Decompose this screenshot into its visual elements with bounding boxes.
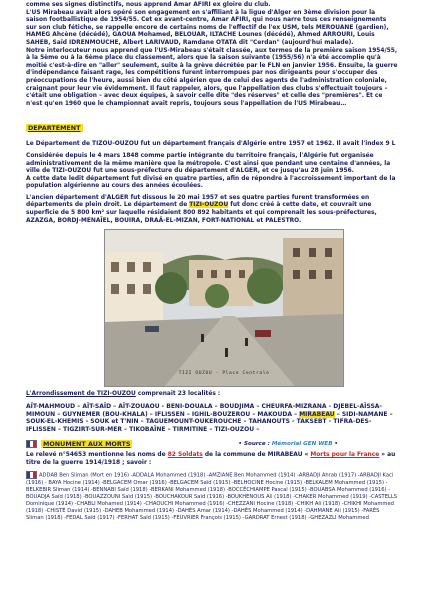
para3-end: fut donc créé à cette date, et couvrait une superficie de 5 800 km² sur laquelle résidaient 800 892 habitants et qui comprenait les sous-préfectures, AZAZGA, BORDJ-MENAÏEL, BOUIRA, DRAÂ-EL-MIZAN, FORT-NATIONAL et PALESTRO. — [26, 202, 377, 224]
para3-start: L'ancien département d'ALGER fut dissous le 20 mai 1957 et ses quatre parties furent transformées en départements de plein droit. Le département de — [26, 194, 370, 209]
communes-end: – SIDI-NAMANE – SOUK-EL-KHEMIS - SOUK et T'NIN – TAGUEMOUNT-OUKEROUCHE – TAHANOUTS - TAKSEBT - TIFRA-DES-IFLISSEN – TIGZIRT-SUR-MER – TIKOBAÏNE – TIRMITINE – TIZI-OUZOU – — [26, 410, 393, 434]
departement-para-3 — [26, 195, 398, 225]
source-line — [238, 441, 338, 447]
monument-heading: MONUMENT AUX MORTS — [43, 440, 131, 449]
releve-line — [26, 452, 398, 467]
postcard-photo — [104, 229, 344, 387]
communes-list — [26, 403, 398, 434]
soldier-names: ADDAB Ben Sliman (Mort en 1916) -ADDALA Mohammed (1918) -AMZIANE Ben Mohammed (1914) -ARBADJI Ahrab (1917) -ARBADJI Kaci (1916) - BAYA Hocine (1914) -BELGACEM Omar (1916) -BELGACEM Saïd (1915) -BELHOCINE Hocine (1915) -BELKALEM Mohammed (1915) -BELKEBIR Sliman (1914) -BENNABI Saïd (1918) -BERKANI Mohammed (1918) -BOCCÉCHIAMPE Pascal (1915) -BOUABSA Mohammed (1916) -BOUADJA Saïd (1918) -BOUAZZOUNI Saïd (1915) -BOUCHAKOUR Saïd (1916) -BOUKHENOUS Ali (1918) -CHAKER Mohammed (1919) -CASTELLS Dominique (1914) -CHABLI Mohamed (1914) -CHAOUCHI Mohammed (1916) -CHEZZANI Hocine (1918) -CHIKH Ali (1918) -CHIKHI Mohammed (1918) -CHISTÉ David (1915) -DAHEB Mohammed (1914) -DAHÈS Amar (1914) -DAHÈS Mohammed (1914) -DAHMANE Ali (1915) -FARÈS Sliman (1918) -FEDAL Saïd (1917) -FERHAT Saïd (1915) -FEUVRIER François (1915) -GARDRAT Ernest (1918) -GHEZAZLI Mohammed — [26, 472, 398, 521]
releve-mid: de la commune de MIRABEAU « — [202, 452, 311, 459]
releve-end: » au titre de la guerre 1914/1918 ; savoir : — [26, 452, 396, 466]
mirabeau-highlight: MIRABEAU — [299, 410, 335, 418]
departement-heading: DEPARTEMENT — [28, 124, 81, 133]
french-flag-icon — [26, 440, 37, 448]
photo-caption: TIZI OUZOU - Place Centrale — [178, 371, 270, 377]
arrondissement-title: L'Arrondissement de TIZI-OUZOU — [26, 391, 136, 398]
communes-start: AÏT-MAHMOUD – AÏT-SAÏD – AÏT-ZOUAOU - BENI-DOUALA – BOUDJIMA – CHEURFA-MIZRANA - DJEBEL-AÏSSA-MIMOUN – GUYNEMER (BOU-KHALA) – IFLISSEN – IGHIL-BOUZEROU – MAKOUDA – — [26, 402, 382, 418]
monument-header — [26, 440, 398, 448]
arrondissement-suffix: comprenait 23 localités : — [135, 391, 221, 398]
departement-para-1: Considérée depuis le 4 mars 1848 comme partie intégrante du territoire français, l'Algérie fut organisée administrativement de la même manière que la métropole. C'est ainsi que pendant une centaine d'années, la ville de TIZI-OUZOU fut une sous-préfecture du département d'ALGER, et ce jusqu'au 28 juin 1956. — [26, 152, 391, 175]
source-prefix: • Source : — [238, 441, 272, 448]
place-centrale-image — [105, 230, 343, 386]
soldier-names-list — [26, 471, 398, 522]
intro-paragraph: L'US Mirabeau avait alors opéré son engagement en s'affiliant à la ligue d'Alger en 3ème division pour la saison footballistique de 1954/55. Cet ex avant-centre, Amar AFIRI, qui nous narre tous ces renseignements sur son club fétiche, se rappelle encore de certains noms de l'effectif de l'ex USM, tels MEROUANE (gardien), HAMEG Ahcène (décédé), GAOUA Mohamed, BELOUAR, ILTACHE Lounes (décédé), Ahmed ARROURI, Louis SAHEB, Saïd IDRENMOUCHE, Albert LARIVAUD, Ramdane OTATA dit "Cerdan" (aujourd'hui malade). — [26, 9, 389, 46]
intro-line: comme ses signes distinctifs, nous apprend Amar AFIRI ex gloire du club. — [26, 2, 271, 8]
soldats-count: 82 Soldats — [167, 452, 203, 459]
flag-bullet-icon — [26, 471, 37, 479]
tizi-ouzou-highlight: TIZI-OUZOU — [189, 202, 229, 209]
departement-line: Le Département de TIZOU-OUZOU fut un département français d'Algérie entre 1957 et 1962. Il avait l'index 9 L — [26, 141, 396, 148]
releve-start: Le relevé n°54653 mentionne les noms de — [26, 452, 168, 459]
departement-para-2: A cette date ledit département fut divisé en quatre parties, afin de répondre à l'accroissement important de la population algérienne au cours des années écoulées. — [26, 175, 396, 190]
intro-paragraph-2: Notre interlocuteur nous apprend que l'US-Mirabeau s'était classée, aux termes de la première saison 1954/55, à la 5ème ou à la 6ème place du classement, alors que la saison suivante (1955/56) n'a été accomplie qu'à moitié c'est-à-dire en "aller" seulement, suite à la grève décrétée par le FLN en janvier 1956. Ensuite, la guerre d'indépendance faisant rage, les compétitions furent interrompues par nos dirigeants pour s'occuper des préoccupations de l'heure, aussi bien du côté algérien que de celui des agents de l'administration coloniale, craignant pour leur vie évidemment. Il faut rappeler, alors, que l'appellation des clubs s'effectuait toujours – c'était une obligation – avec deux équipes, à savoir celle dite "des réserves" et celle des "premières". Et ce n'est qu'en 1960 que le championnat avait repris, toujours sous l'appellation de l'US Mirabeau… — [26, 47, 398, 107]
arrondissement-line — [26, 391, 398, 399]
memorial-genweb-link[interactable]: Mémorial GEN WEB — [271, 441, 333, 448]
source-suffix: • — [332, 441, 338, 448]
morts-pour-la-france: Morts pour la France — [310, 452, 380, 459]
